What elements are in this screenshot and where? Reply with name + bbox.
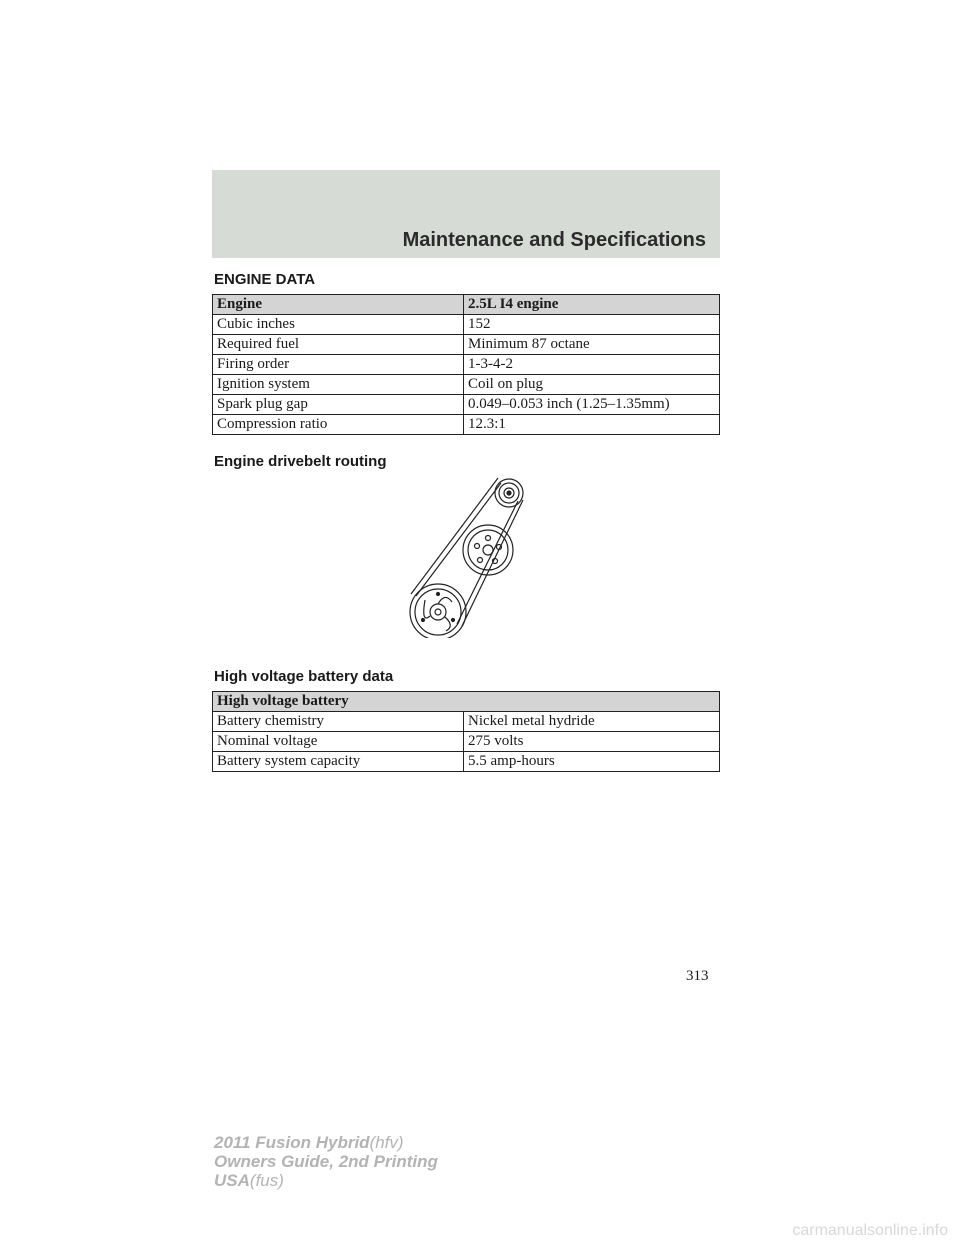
table-cell: Nominal voltage xyxy=(213,732,464,752)
table-cell: 5.5 amp-hours xyxy=(464,752,720,772)
table-cell: Coil on plug xyxy=(464,375,720,395)
watermark: carmanualsonline.info xyxy=(792,1222,948,1239)
battery-data-table xyxy=(212,691,720,772)
battery-data-heading: High voltage battery data xyxy=(214,668,394,685)
column-header: High voltage battery xyxy=(213,692,720,712)
footer-edition: Owners Guide, 2nd Printing xyxy=(214,1152,438,1171)
engine-data-table xyxy=(212,294,720,435)
table-cell: Required fuel xyxy=(213,335,464,355)
table-cell: Spark plug gap xyxy=(213,395,464,415)
table-cell: 275 volts xyxy=(464,732,720,752)
table-cell: Minimum 87 octane xyxy=(464,335,720,355)
footer-model-code: (hfv) xyxy=(369,1133,404,1152)
table-row xyxy=(213,335,720,355)
table-header-row xyxy=(213,295,720,315)
footer-line xyxy=(214,1152,438,1171)
footer-line xyxy=(214,1171,438,1190)
table-row xyxy=(213,752,720,772)
footer-model: 2011 Fusion Hybrid xyxy=(214,1133,370,1152)
table-cell: Battery chemistry xyxy=(213,712,464,732)
column-header: Engine xyxy=(213,295,464,315)
header-band xyxy=(212,170,720,258)
table-cell: 12.3:1 xyxy=(464,415,720,435)
table-cell: Nickel metal hydride xyxy=(464,712,720,732)
table-cell: 1-3-4-2 xyxy=(464,355,720,375)
table-cell: 152 xyxy=(464,315,720,335)
table-row xyxy=(213,732,720,752)
footer-market: USA xyxy=(214,1171,250,1190)
table-cell: Firing order xyxy=(213,355,464,375)
column-header: 2.5L I4 engine xyxy=(464,295,720,315)
document-footer xyxy=(214,1133,438,1190)
drivebelt-heading: Engine drivebelt routing xyxy=(214,453,387,470)
table-row xyxy=(213,712,720,732)
engine-data-heading: ENGINE DATA xyxy=(214,271,316,288)
table-cell: Battery system capacity xyxy=(213,752,464,772)
table-cell: Ignition system xyxy=(213,375,464,395)
page-title: Maintenance and Specifications xyxy=(402,229,706,251)
table-row xyxy=(213,395,720,415)
table-header-row xyxy=(213,692,720,712)
page-number: 313 xyxy=(686,968,709,984)
table-row xyxy=(213,375,720,395)
table-cell: Compression ratio xyxy=(213,415,464,435)
table-cell: 0.049–0.053 inch (1.25–1.35mm) xyxy=(464,395,720,415)
table-row xyxy=(213,315,720,335)
table-row xyxy=(213,415,720,435)
footer-line xyxy=(214,1133,438,1152)
table-row xyxy=(213,355,720,375)
table-cell: Cubic inches xyxy=(213,315,464,335)
drivebelt-routing-diagram xyxy=(405,474,533,638)
footer-market-code: (fus) xyxy=(249,1171,284,1190)
